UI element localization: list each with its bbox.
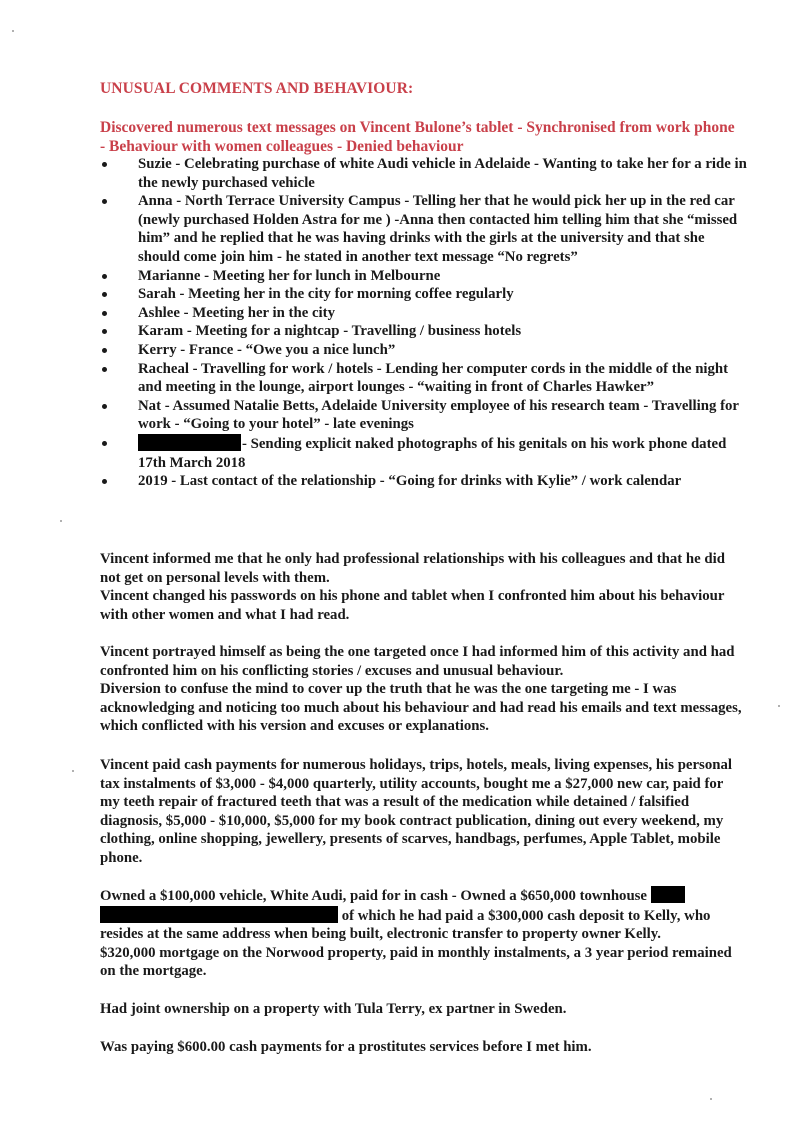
redaction-block xyxy=(651,886,685,903)
section-subheading: Discovered numerous text messages on Vincent Bulone’s tablet - Synchronised from work phone - Behaviour with women colleagues - Denied behaviour xyxy=(100,119,735,155)
paragraph-relationships: Vincent informed me that he only had professional relationships with his colleagues and that he did not get on personal levels with them. Vincent changed his passwords on his phone and tablet when I confronted him about his behaviour with other women and what I had read. xyxy=(100,551,725,623)
scan-speck xyxy=(72,770,74,772)
list-item: Kerry - France - “Owe you a nice lunch” xyxy=(100,341,750,360)
bullet-icon xyxy=(102,441,107,446)
list-item: Sarah - Meeting her in the city for morning coffee regularly xyxy=(100,285,750,304)
scan-speck xyxy=(12,30,14,32)
bullet-icon xyxy=(102,274,107,279)
scan-speck xyxy=(778,705,780,707)
redaction-block xyxy=(138,434,241,451)
list-item: Nat - Assumed Natalie Betts, Adelaide University employee of his research team - Travelling for work - “Going to your hotel” - late evenings xyxy=(100,397,750,434)
document-title: UNUSUAL COMMENTS AND BEHAVIOUR: xyxy=(100,80,414,97)
paragraph-joint-ownership: Had joint ownership on a property with Tula Terry, ex partner in Sweden. xyxy=(100,1001,567,1017)
list-item: Racheal - Travelling for work / hotels - Lending her computer cords in the middle of the night and meeting in the lounge, airport lounges - “waiting in front of Charles Hawker” xyxy=(100,360,750,397)
bullet-icon xyxy=(102,162,107,167)
redaction-block xyxy=(100,906,338,923)
list-item: Karam - Meeting for a nightcap - Travelling / business hotels xyxy=(100,322,750,341)
scan-speck xyxy=(60,520,62,522)
bullet-icon xyxy=(102,479,107,484)
scan-speck xyxy=(710,1098,712,1100)
bullet-list xyxy=(100,155,750,491)
bullet-icon xyxy=(102,367,107,372)
list-item: - Sending explicit naked photographs of his genitals on his work phone dated 17th March 2018 xyxy=(100,434,750,472)
list-item: Ashlee - Meeting her in the city xyxy=(100,304,750,323)
bullet-icon xyxy=(102,311,107,316)
bullet-icon xyxy=(102,329,107,334)
paragraph-payments: Was paying $600.00 cash payments for a prostitutes services before I met him. xyxy=(100,1039,592,1055)
paragraph-property: Owned a $100,000 vehicle, White Audi, paid for in cash - Owned a $650,000 townhouse of which he had paid a $300,000 cash deposit to Kelly, who resides at the same address when being built, electronic transfer to property owner Kelly. $320,000 mortgage on the Norwood property, paid in monthly instalments, a 3 year period remained on the mortgage. xyxy=(100,888,732,980)
list-item: Anna - North Terrace University Campus - Telling her that he would pick her up in the red car (newly purchased Holden Astra for me ) -Anna then contacted him telling him that she “missed him” and he replied that he was having drinks with the girls at the university and that she should come join him - he stated in another text message “No regrets” xyxy=(100,192,750,266)
bullet-icon xyxy=(102,404,107,409)
paragraph-cash-payments: Vincent paid cash payments for numerous holidays, trips, hotels, meals, living expenses, his personal tax instalments of $3,000 - $4,000 quarterly, utility accounts, bought me a $27,000 new car, paid for my teeth repair of fractured teeth that was a result of the medication while detained / falsified diagnosis, $5,000 - $10,000, $5,000 for my book contract publication, dining out every weekend, my clothing, online shopping, jewellery, presents of scarves, handbags, perfumes, Apple Tablet, mobile phone. xyxy=(100,757,732,866)
paragraph-targeting: Vincent portrayed himself as being the one targeted once I had informed him of this activity and had confronted him on his conflicting stories / excuses and unusual behaviour. Diversion to confuse the mind to cover up the truth that he was the one targeting me - I was acknowledging and noticing too much about his behaviour and had read his emails and text messages, which conflicted with his version and excuses or explanations. xyxy=(100,644,742,735)
list-item: 2019 - Last contact of the relationship - “Going for drinks with Kylie” / work calendar xyxy=(100,472,750,491)
bullet-icon xyxy=(102,348,107,353)
list-item: Suzie - Celebrating purchase of white Audi vehicle in Adelaide - Wanting to take her for a ride in the newly purchased vehicle xyxy=(100,155,750,192)
bullet-icon xyxy=(102,199,107,204)
list-item: Marianne - Meeting her for lunch in Melbourne xyxy=(100,267,750,286)
bullet-icon xyxy=(102,292,107,297)
